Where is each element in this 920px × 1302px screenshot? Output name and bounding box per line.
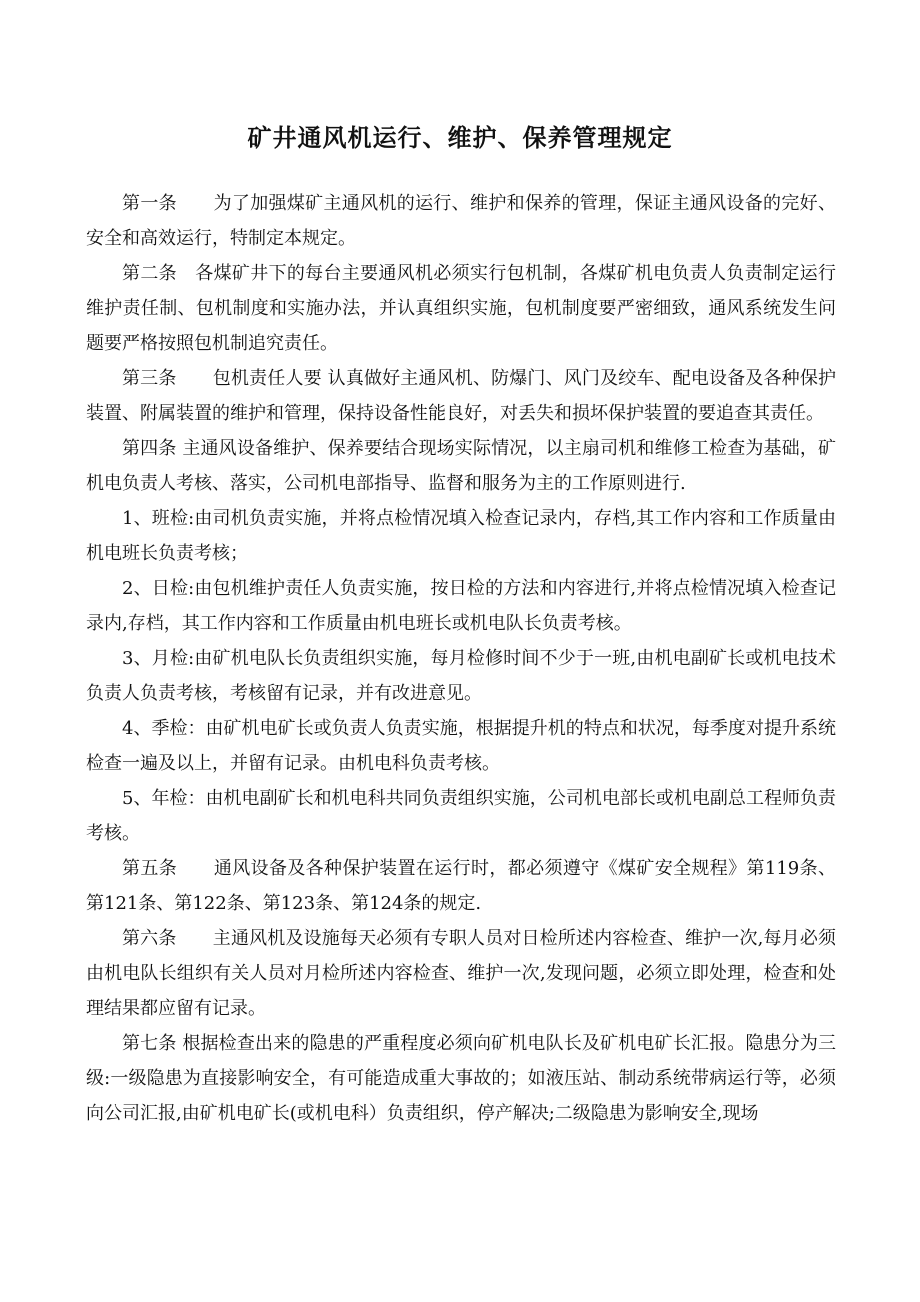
article-6-paragraph: 第六条 主通风机及设施每天必须有专职人员对日检所述内容检查、维护一次,每月必须由机电队长组织有关人员对月检所述内容检查、维护一次,发现问题，必须立即处理，检查和处理结果都应留有记录。: [86, 928, 836, 1019]
document-body: [86, 186, 836, 1131]
article-3-paragraph: 第三条 包机责任人要 认真做好主通风机、防爆门、风门及绞车、配电设备及各种保护装置、附属装置的维护和管理，保持设备性能良好，对丢失和损坏保护装置的要追查其责任。: [86, 368, 836, 424]
article-5-paragraph: 第五条 通风设备及各种保护装置在运行时，都必须遵守《煤矿安全规程》第119条、第121条、第122条、第123条、第124条的规定.: [86, 858, 836, 914]
article-2-paragraph: 第二条 各煤矿井下的每台主要通风机必须实行包机制，各煤矿机电负责人负责制定运行维护责任制、包机制度和实施办法，并认真组织实施，包机制度要严密细致，通风系统发生问题要严格按照包机制追究责任。: [86, 263, 836, 354]
document-title: 矿井通风机运行、维护、保养管理规定: [247, 124, 673, 152]
article-1-paragraph: 第一条 为了加强煤矿主通风机的运行、维护和保养的管理，保证主通风设备的完好、安全和高效运行，特制定本规定。: [86, 193, 836, 249]
shift-inspection-item: 1、班检:由司机负责实施，并将点检情况填入检查记录内，存档,其工作内容和工作质量由机电班长负责考核；: [86, 508, 836, 564]
annual-inspection-item: 5、年检：由机电副矿长和机电科共同负责组织实施，公司机电部长或机电副总工程师负责考核。: [86, 788, 836, 844]
daily-inspection-item: 2、日检:由包机维护责任人负责实施，按日检的方法和内容进行,并将点检情况填入检查记录内,存档，其工作内容和工作质量由机电班长或机电队长负责考核。: [86, 578, 836, 634]
article-7-paragraph: 第七条 根据检查出来的隐患的严重程度必须向矿机电队长及矿机电矿长汇报。隐患分为三级:一级隐患为直接影响安全，有可能造成重大事故的；如液压站、制动系统带病运行等，必须向公司汇报,由矿机电矿长(或机电科）负责组织，停产解决;二级隐患为影响安全,现场: [86, 1033, 836, 1124]
quarterly-inspection-item: 4、季检：由矿机电矿长或负责人负责实施，根据提升机的特点和状况，每季度对提升系统检查一遍及以上，并留有记录。由机电科负责考核。: [86, 718, 836, 774]
article-4-paragraph: 第四条 主通风设备维护、保养要结合现场实际情况，以主扇司机和维修工检查为基础，矿机电负责人考核、落实，公司机电部指导、监督和服务为主的工作原则进行.: [86, 438, 836, 494]
monthly-inspection-item: 3、月检:由矿机电队长负责组织实施，每月检修时间不少于一班,由机电副矿长或机电技术负责人负责考核，考核留有记录，并有改进意见。: [86, 648, 836, 704]
